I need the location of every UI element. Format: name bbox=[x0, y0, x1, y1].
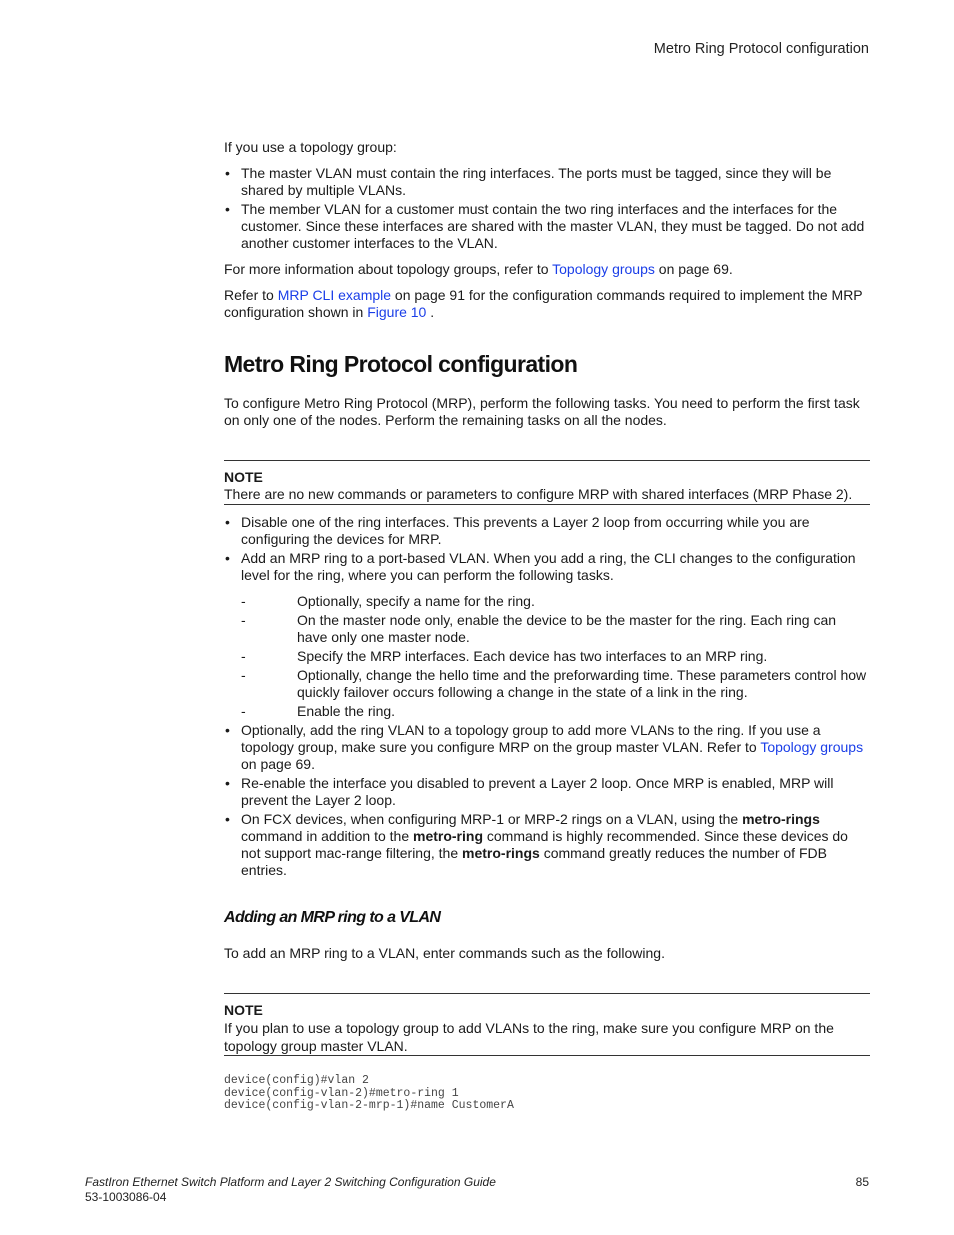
guide-title: FastIron Ethernet Switch Platform and Layer 2 Switching Configuration Guide bbox=[85, 1175, 496, 1189]
note-text: If you plan to use a topology group to add VLANs to the ring, make sure you configure MRP on the topology group master VLAN. bbox=[224, 1020, 834, 1054]
list-item: - Optionally, specify a name for the ring. bbox=[224, 593, 870, 610]
footer bbox=[85, 1175, 496, 1205]
code-line: device(config)#vlan 2 bbox=[224, 1074, 369, 1087]
list-item: • On FCX devices, when configuring MRP-1 or MRP-2 rings on a VLAN, using the metro-rings command in addition to the metro-ring command is highly recommended. Since these devices do not support mac-range filtering, the metro-rings command greatly reduces the number of FDB entries. bbox=[224, 811, 870, 879]
list-item: • The master VLAN must contain the ring interfaces. The ports must be tagged, since they will be shared by multiple VLANs. bbox=[224, 165, 870, 199]
note-label: NOTE bbox=[224, 1002, 263, 1018]
doc-number: 53-1003086-04 bbox=[85, 1190, 167, 1204]
more-info-paragraph: For more information about topology groups, refer to Topology groups on page 69. bbox=[224, 261, 733, 277]
list-item: - Specify the MRP interfaces. Each device has two interfaces to an MRP ring. bbox=[224, 648, 870, 665]
page-number: 85 bbox=[855, 1175, 869, 1189]
command-name: metro-ring bbox=[413, 828, 483, 844]
code-line: device(config-vlan-2-mrp-1)#name CustomerA bbox=[224, 1099, 514, 1113]
code-block bbox=[224, 1075, 514, 1113]
subsection-intro: To add an MRP ring to a VLAN, enter commands such as the following. bbox=[224, 945, 665, 961]
list-item: • Re-enable the interface you disabled to prevent a Layer 2 loop. Once MRP is enabled, MRP will prevent the Layer 2 loop. bbox=[224, 775, 870, 809]
list-item: - Enable the ring. bbox=[224, 703, 870, 720]
topology-groups-link[interactable]: Topology groups bbox=[760, 739, 864, 755]
command-name: metro-rings bbox=[742, 811, 820, 827]
section-title: Metro Ring Protocol configuration bbox=[224, 351, 578, 377]
command-name: metro-rings bbox=[462, 845, 540, 861]
list-item: • Optionally, add the ring VLAN to a topology group to add more VLANs to the ring. If you use a topology group, make sure you configure MRP on the group master VLAN. Refer to Topology groups on page 69. bbox=[224, 722, 870, 773]
topology-groups-link[interactable]: Topology groups bbox=[552, 261, 655, 277]
figure-10-link[interactable]: Figure 10 bbox=[367, 304, 427, 320]
task-list bbox=[224, 514, 870, 584]
section-intro: To configure Metro Ring Protocol (MRP), perform the following tasks. You need to perform the first task on only one of the nodes. Perform the remaining tasks on all the nodes. bbox=[224, 395, 860, 428]
list-item: - Optionally, change the hello time and the preforwarding time. These parameters control how quickly failover occurs following a change in the state of a link in the ring. bbox=[224, 667, 870, 701]
subsection-title: Adding an MRP ring to a VLAN bbox=[224, 909, 441, 926]
mrp-cli-example-link[interactable]: MRP CLI example bbox=[277, 287, 392, 303]
list-item: - On the master node only, enable the device to be the master for the ring. Each ring can have only one master node. bbox=[224, 612, 870, 646]
list-item: • Disable one of the ring interfaces. This prevents a Layer 2 loop from occurring while you are configuring the devices for MRP. bbox=[224, 514, 870, 548]
refer-paragraph: Refer to MRP CLI example on page 91 for the configuration commands required to implement the MRP configuration shown in Figure 10 . bbox=[224, 287, 863, 320]
list-item: • The member VLAN for a customer must contain the two ring interfaces and the interfaces for the customer. Since these interfaces are shared with the master VLAN, they must be tagged. Do not add another customer interfaces to the VLAN. bbox=[224, 201, 870, 252]
list-item: • Add an MRP ring to a port-based VLAN. When you add a ring, the CLI changes to the configuration level for the ring, where you can perform the following tasks. bbox=[224, 550, 870, 584]
note-box bbox=[224, 460, 870, 505]
note-text: There are no new commands or parameters to configure MRP with shared interfaces (MRP Phase 2). bbox=[224, 486, 853, 502]
code-line: device(config-vlan-2)#metro-ring 1 bbox=[224, 1086, 459, 1100]
topology-lead: If you use a topology group: bbox=[224, 139, 397, 155]
running-header: Metro Ring Protocol configuration bbox=[653, 41, 869, 57]
subtask-list bbox=[224, 593, 870, 720]
topology-bullets bbox=[224, 165, 870, 252]
note-label: NOTE bbox=[224, 469, 263, 485]
task-list-continued bbox=[224, 722, 870, 879]
note-box bbox=[224, 993, 870, 1056]
